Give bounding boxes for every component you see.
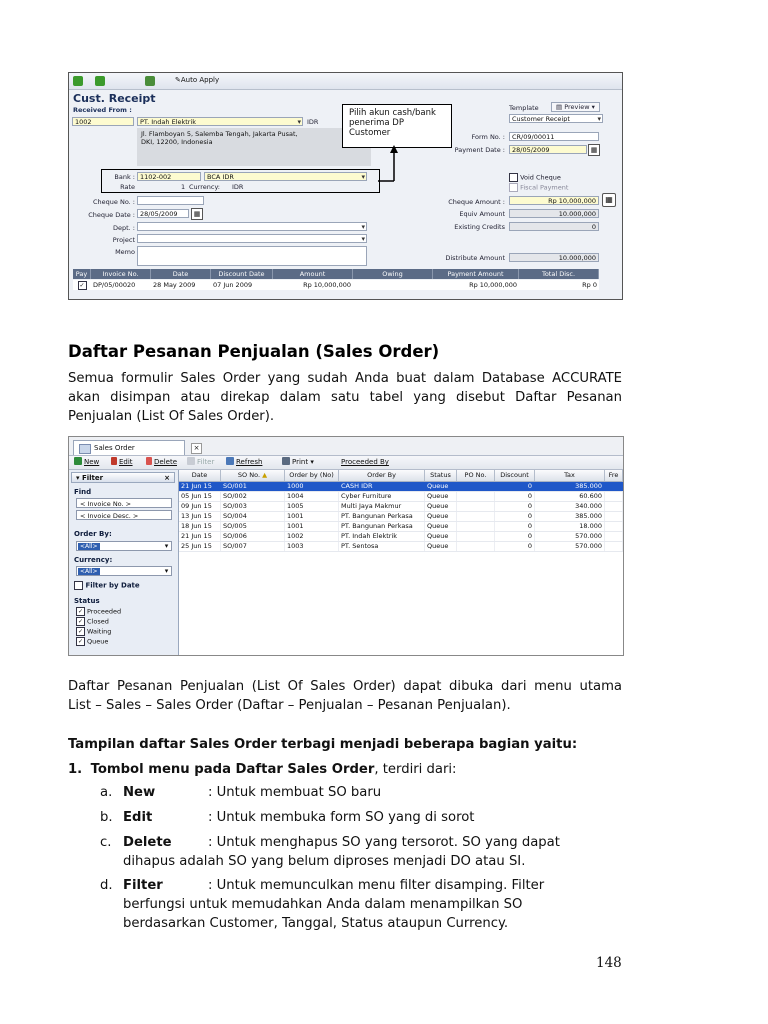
cell-tax: 18.000	[535, 522, 605, 531]
print-button[interactable]: Print ▾	[282, 457, 314, 468]
cust-receipt-screenshot	[68, 72, 623, 300]
cell-total-disc: Rp 0	[582, 281, 597, 289]
status-label: Status	[74, 597, 100, 605]
payment-date-label: Payment Date :	[454, 146, 505, 154]
cell-po-no	[457, 542, 495, 551]
new-label: New	[84, 458, 100, 466]
sales-order-screenshot	[68, 436, 624, 656]
cell-order-by-no: 1000	[285, 482, 339, 491]
cell-date: 25 Jun 15	[179, 542, 221, 551]
cell-date: 18 Jun 15	[179, 522, 221, 531]
received-from-label: Received From :	[73, 106, 132, 114]
preview-button[interactable]: ▤ Preview ▾	[551, 102, 600, 112]
cell-tax: 340.000	[535, 502, 605, 511]
item1-number: 1.	[68, 762, 83, 777]
filter-by-date-checkbox[interactable]	[74, 581, 140, 590]
equiv-amount-field: 10.000,000	[509, 209, 599, 218]
pay-checkbox[interactable]: ✓	[79, 281, 85, 289]
table-row[interactable]	[179, 542, 623, 552]
cell-order-by: Cyber Furniture	[339, 492, 425, 501]
refresh-label: Refresh	[236, 458, 263, 466]
col-so-no[interactable]	[221, 470, 285, 481]
customer-name-field[interactable]: PT. Indah Elektrik ▾	[137, 117, 303, 126]
item1-rest: , terdiri dari:	[374, 762, 457, 777]
sub-item-name: Edit	[123, 810, 153, 825]
col-date[interactable]: Date	[179, 470, 221, 481]
sub-item-letter: c.	[100, 835, 112, 850]
table-body	[179, 482, 623, 552]
previous-arrow-icon[interactable]	[73, 76, 83, 86]
edit-button[interactable]	[111, 457, 133, 468]
filter-panel-header: ▾ Filter ×	[71, 472, 175, 483]
proceeded-by-button[interactable]	[341, 457, 389, 468]
col-discount-date[interactable]: Discount Date	[211, 269, 273, 279]
sub-item-letter: d.	[100, 878, 113, 893]
auto-apply-button[interactable]: ✎Auto Apply	[175, 76, 220, 84]
refresh-button[interactable]	[226, 457, 262, 468]
invoice-no-input[interactable]: < Invoice No. >	[76, 498, 172, 508]
cell-po-no	[457, 522, 495, 531]
form-no-field[interactable]: CR/09/00011	[509, 132, 599, 141]
auto-apply-label: Auto Apply	[180, 76, 220, 84]
filter-icon	[187, 457, 195, 465]
intro-line-2: akan disimpan atau direkap dalam satu tabel yang disebut Daftar Pesanan	[68, 390, 622, 405]
cell-discount: 0	[495, 502, 535, 511]
customer-address	[137, 128, 371, 166]
table-row[interactable]	[179, 532, 623, 542]
col-amount[interactable]: Amount	[273, 269, 353, 279]
print-label: Print	[292, 458, 309, 466]
address-line-1: Jl. Flamboyan 5, Salemba Tengah, Jakarta Pusat,	[141, 130, 298, 138]
sub-item-name: New	[123, 785, 156, 800]
bank-name-field[interactable]: BCA IDR ▾	[204, 172, 367, 181]
cheque-date-field[interactable]: 28/05/2009	[137, 209, 189, 218]
intro-paragraph	[68, 369, 622, 426]
order-by-label: Order By:	[74, 530, 112, 538]
cell-invoice-no: DP/05/00020	[93, 281, 136, 289]
cell-status: Queue	[425, 542, 457, 551]
cell-so-no: SO/004	[221, 512, 285, 521]
project-field[interactable]	[137, 234, 367, 243]
cheque-no-label: Cheque No. :	[92, 198, 135, 206]
cell-freight	[605, 522, 623, 531]
existing-credits-field: 0	[509, 222, 599, 231]
col-order-by-no[interactable]: Order by (No)	[285, 470, 339, 481]
invoice-grid-header	[73, 269, 599, 279]
order-by-select[interactable]	[76, 541, 172, 551]
cheque-amount-label: Cheque Amount :	[448, 198, 505, 206]
cell-order-by-no: 1004	[285, 492, 339, 501]
cell-po-no	[457, 532, 495, 541]
close-tab-icon[interactable]: ×	[191, 443, 202, 454]
cell-freight	[605, 502, 623, 511]
cell-so-no: SO/002	[221, 492, 285, 501]
cell-so-no: SO/005	[221, 522, 285, 531]
cell-order-by-no: 1002	[285, 532, 339, 541]
distribute-amount-field: 10.000,000	[509, 253, 599, 262]
cell-date: 13 Jun 15	[179, 512, 221, 521]
cell-freight	[605, 482, 623, 491]
tab-sales-order[interactable]	[73, 440, 200, 455]
col-invoice-no[interactable]: Invoice No.	[91, 269, 151, 279]
filter-panel	[69, 470, 179, 655]
table-row[interactable]	[179, 522, 623, 532]
cell-payment-amount: Rp 10,000,000	[469, 281, 517, 289]
memo-label: Memo	[115, 248, 135, 256]
currency-filter-value: <All>	[80, 568, 98, 575]
cell-so-no: SO/006	[221, 532, 285, 541]
table-row[interactable]	[73, 280, 599, 290]
rate-label: Rate	[120, 183, 135, 191]
edit-icon	[111, 457, 117, 465]
cell-tax: 570.000	[535, 542, 605, 551]
receipt-toolbar	[69, 73, 622, 90]
edit-label: Edit	[119, 458, 133, 466]
preview-label: Preview	[564, 103, 590, 111]
col-order-by[interactable]: Order By	[339, 470, 425, 481]
cell-date: 21 Jun 15	[179, 482, 221, 491]
cell-freight	[605, 492, 623, 501]
status-closed-checkbox[interactable]	[76, 617, 109, 626]
cell-discount: 0	[495, 542, 535, 551]
bank-highlight-box	[101, 169, 380, 193]
sales-order-table	[179, 470, 623, 552]
receipt-title: Cust. Receipt	[73, 92, 156, 105]
col-so-no-label: SO No.	[237, 471, 261, 479]
memo-field[interactable]	[137, 246, 367, 266]
intro-line-3: Penjualan (List Of Sales Order).	[68, 409, 275, 424]
cell-discount-date: 07 Jun 2009	[213, 281, 253, 289]
cell-status: Queue	[425, 492, 457, 501]
cell-discount: 0	[495, 492, 535, 501]
delete-button[interactable]	[146, 457, 177, 468]
sub-item-letter: a.	[100, 785, 113, 800]
status-proceeded-label: Proceeded	[87, 607, 122, 616]
cell-so-no: SO/007	[221, 542, 285, 551]
cell-status: Queue	[425, 532, 457, 541]
menu-line-2: List – Sales – Sales Order (Daftar – Penjualan – Pesanan Penjualan).	[68, 698, 511, 713]
print-icon	[282, 457, 290, 465]
cell-freight	[605, 532, 623, 541]
col-discount[interactable]: Discount	[495, 470, 535, 481]
menu-line-1: Daftar Pesanan Penjualan (List Of Sales Order) dapat dibuka dari menu utama	[68, 679, 622, 694]
check-icon: ✓	[77, 628, 84, 635]
cell-so-no: SO/001	[221, 482, 285, 491]
filter-button[interactable]	[187, 457, 214, 468]
col-freight[interactable]: Fre	[605, 470, 623, 481]
sales-order-icon	[79, 444, 91, 454]
callout-note: Pilih akun cash/bank penerima DP Customer	[342, 104, 452, 148]
cell-discount: 0	[495, 482, 535, 491]
sub-item-desc: : Untuk menghapus SO yang tersorot. SO yang dapat	[208, 835, 560, 850]
sub-item-name: Delete	[123, 835, 172, 850]
item1-bold: Tombol menu pada Daftar Sales Order	[90, 762, 375, 777]
cell-status: Queue	[425, 502, 457, 511]
cell-so-no: SO/003	[221, 502, 285, 511]
bank-label: Bank :	[114, 173, 135, 181]
currency-select[interactable]	[76, 566, 172, 576]
check-icon: ✓	[77, 638, 84, 645]
invoice-desc-input[interactable]: < Invoice Desc. >	[76, 510, 172, 520]
cheque-calendar-icon[interactable]: ▦	[191, 208, 203, 220]
cell-status: Queue	[425, 512, 457, 521]
cell-status: Queue	[425, 482, 457, 491]
equiv-amount-label: Equiv Amount	[459, 210, 505, 218]
fiscal-payment-checkbox[interactable]	[509, 183, 568, 192]
proceeded-label: Proceeded By	[341, 458, 389, 466]
cell-tax: 570.000	[535, 532, 605, 541]
table-row[interactable]	[179, 482, 623, 492]
cell-date: 09 Jun 15	[179, 502, 221, 511]
dept-label: Dept. :	[112, 224, 135, 232]
col-date[interactable]: Date	[151, 269, 211, 279]
cell-freight	[605, 542, 623, 551]
subheading: Tampilan daftar Sales Order terbagi menjadi beberapa bagian yaitu:	[68, 737, 578, 752]
delete-label: Delete	[154, 458, 177, 466]
void-cheque-box[interactable]	[509, 173, 518, 182]
status-queue-checkbox[interactable]	[76, 637, 108, 646]
table-row[interactable]	[179, 502, 623, 512]
table-header	[179, 470, 623, 482]
status-closed-label: Closed	[87, 617, 109, 626]
cell-date: 21 Jun 15	[179, 532, 221, 541]
menu-paragraph	[68, 677, 622, 715]
bank-code-field[interactable]: 1102-002	[137, 172, 201, 181]
template-select[interactable]: Customer Receipt ▾	[509, 114, 603, 123]
cell-discount: 0	[495, 532, 535, 541]
sales-order-toolbar	[69, 456, 623, 470]
calculator-icon[interactable]: ▦	[602, 193, 616, 207]
table-row[interactable]	[179, 512, 623, 522]
cell-po-no	[457, 512, 495, 521]
sub-item-name: Filter	[123, 878, 163, 893]
col-status[interactable]: Status	[425, 470, 457, 481]
filter-by-date-box[interactable]	[74, 581, 83, 590]
cell-po-no	[457, 502, 495, 511]
currency-value: IDR	[232, 183, 244, 191]
col-total-disc[interactable]: Total Disc.	[519, 269, 599, 279]
customer-currency: IDR	[307, 118, 319, 126]
page-number: 148	[596, 955, 622, 971]
col-po-no[interactable]: PO No.	[457, 470, 495, 481]
next-arrow-icon[interactable]	[95, 76, 105, 86]
sub-item-desc: : Untuk memunculkan menu filter disamping. Filter	[208, 878, 545, 893]
cell-tax: 385.000	[535, 482, 605, 491]
filter-label: Filter	[197, 458, 215, 466]
order-by-value: <All>	[80, 543, 98, 550]
cheque-amount-field[interactable]: Rp 10,000,000	[509, 196, 599, 205]
delete-icon	[146, 457, 152, 465]
cell-po-no	[457, 482, 495, 491]
fiscal-payment-label: Fiscal Payment	[520, 183, 569, 192]
cell-discount: 0	[495, 512, 535, 521]
cell-order-by: PT. Bangunan Perkasa	[339, 522, 425, 531]
dept-field[interactable]	[137, 222, 367, 231]
rate-value: 1	[181, 183, 186, 191]
currency-label: Currency:	[189, 183, 221, 191]
status-queue-label: Queue	[87, 637, 109, 646]
chevron-down-icon: ▾	[164, 567, 169, 575]
cell-order-by: PT. Sentosa	[339, 542, 425, 551]
check-icon: ✓	[77, 608, 84, 615]
currency-filter-label: Currency:	[74, 556, 113, 564]
col-payment-amount[interactable]: Payment Amount	[433, 269, 519, 279]
check-icon: ✓	[77, 618, 84, 625]
distribute-amount-label: Distribute Amount	[445, 254, 505, 262]
new-button[interactable]	[74, 457, 99, 468]
col-pay[interactable]: Pay	[73, 269, 91, 279]
sub-item-letter: b.	[100, 810, 113, 825]
cell-order-by-no: 1001	[285, 522, 339, 531]
cheque-no-field[interactable]	[137, 196, 204, 205]
cell-order-by-no: 1001	[285, 512, 339, 521]
existing-credits-label: Existing Credits	[454, 223, 505, 231]
status-waiting-checkbox[interactable]	[76, 627, 111, 636]
new-icon	[74, 457, 82, 465]
cheque-date-label: Cheque Date :	[88, 211, 135, 219]
find-label: Find	[74, 488, 92, 496]
fiscal-payment-box[interactable]	[509, 183, 518, 192]
void-cheque-checkbox[interactable]	[509, 173, 561, 182]
cell-owing	[353, 280, 433, 290]
void-cheque-label: Void Cheque	[520, 173, 561, 182]
tab-row	[69, 437, 623, 456]
filter-title: Filter	[81, 474, 104, 482]
sub-item-continuation: berfungsi untuk memudahkan Anda dalam menampilkan SO	[123, 897, 523, 912]
status-proceeded-checkbox[interactable]	[76, 607, 121, 616]
cell-amount: Rp 10,000,000	[303, 281, 351, 289]
cell-order-by: CASH IDR	[339, 482, 425, 491]
filter-by-date-label: Filter by Date	[85, 581, 140, 590]
template-label: Template	[509, 104, 539, 112]
refresh-icon	[226, 457, 234, 465]
sub-item-desc: : Untuk membuka form SO yang di sorot	[208, 810, 475, 825]
project-label: Project	[112, 236, 135, 244]
cell-tax: 60.600	[535, 492, 605, 501]
intro-line-1: Semua formulir Sales Order yang sudah Anda buat dalam Database ACCURATE	[68, 371, 622, 386]
cell-freight	[605, 512, 623, 521]
form-no-label: Form No. :	[471, 133, 505, 141]
sort-asc-icon: ▲	[262, 471, 268, 479]
cell-tax: 385.000	[535, 512, 605, 521]
callout-arrow	[369, 141, 409, 186]
col-owing[interactable]: Owing	[353, 269, 433, 279]
section-title: Daftar Pesanan Penjualan (Sales Order)	[68, 342, 440, 361]
cell-status: Queue	[425, 522, 457, 531]
status-waiting-label: Waiting	[87, 627, 112, 636]
list-item-1	[68, 760, 457, 779]
col-tax[interactable]: Tax	[535, 470, 605, 481]
save-icon[interactable]	[145, 76, 155, 86]
cell-order-by-no: 1005	[285, 502, 339, 511]
cell-order-by: PT. Bangunan Perkasa	[339, 512, 425, 521]
cell-date: 05 Jun 15	[179, 492, 221, 501]
sub-item-continuation: berdasarkan Customer, Tanggal, Status ataupun Currency.	[123, 916, 509, 931]
sub-item-continuation: dihapus adalah SO yang belum diproses menjadi DO atau SI.	[123, 854, 526, 869]
table-row[interactable]	[179, 492, 623, 502]
tab-label: Sales Order	[94, 444, 135, 452]
customer-code-field[interactable]: 1002	[72, 117, 134, 126]
address-line-2: DKI, 12200, Indonesia	[141, 138, 213, 146]
cell-date: 28 May 2009	[153, 281, 196, 289]
chevron-down-icon: ▾	[164, 542, 169, 550]
close-filter-icon[interactable]: ×	[164, 474, 170, 482]
sub-item-desc: : Untuk membuat SO baru	[208, 785, 382, 800]
cell-order-by: PT. Indah Elektrik	[339, 532, 425, 541]
cell-order-by-no: 1003	[285, 542, 339, 551]
cell-order-by: Multi Jaya Makmur	[339, 502, 425, 511]
cell-discount: 0	[495, 522, 535, 531]
cell-po-no	[457, 492, 495, 501]
calendar-icon[interactable]: ▦	[588, 144, 600, 156]
payment-date-field[interactable]: 28/05/2009	[509, 145, 587, 154]
